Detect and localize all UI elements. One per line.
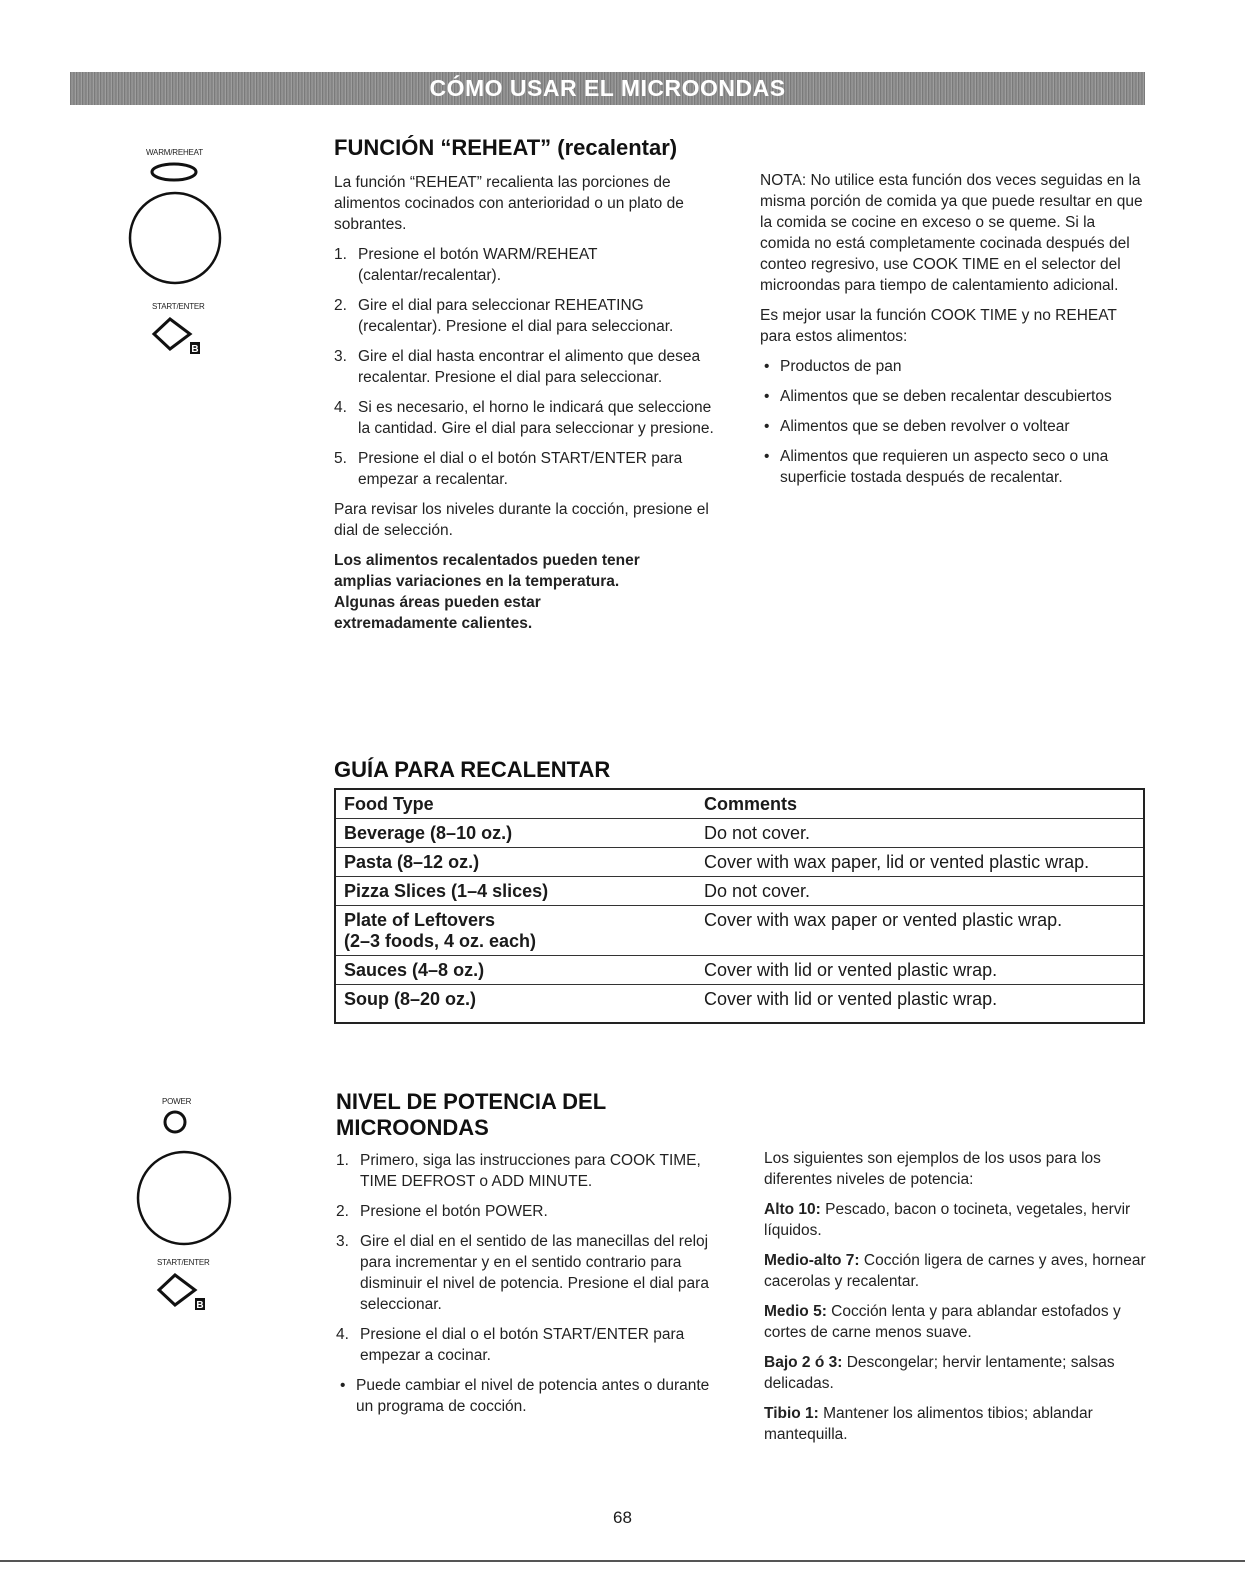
bullet-item: • Alimentos que requieren un aspecto seco o una superficie tostada después de recalentar. (760, 446, 1145, 488)
bottom-divider (0, 1560, 1245, 1562)
page-number: 68 (613, 1508, 632, 1527)
reheat-guide-table (334, 788, 1145, 1024)
bullet-item: • Alimentos que se deben revolver o voltear (760, 416, 1145, 437)
power-level-item: Bajo 2 ó 3: Descongelar; hervir lentamente; salsas delicadas. (764, 1354, 1115, 1392)
bullet-item: • Alimentos que se deben recalentar descubiertos (760, 386, 1145, 407)
reheat-intro: La función “REHEAT” recalienta las porciones de alimentos cocinados con anterioridad o un plato de sobrantes. (334, 174, 684, 233)
power-left-column (336, 1150, 721, 1426)
step-item: 2. Gire el dial para seleccionar REHEATING (recalentar). Presione el dial para seleccionar. (334, 297, 674, 335)
start-enter-button-icon (150, 316, 210, 360)
start-enter-label: START/ENTER (157, 1258, 210, 1267)
bullet-item: • Puede cambiar el nivel de potencia antes o durante un programa de cocción. (336, 1375, 721, 1417)
food-cell: Soup (8–20 oz.) (344, 989, 477, 1009)
reheat-warning: Los alimentos recalentados pueden tener amplias variaciones en la temperatura. Algunas áreas pueden estar extremadamente calientes. (334, 552, 640, 632)
section-banner (70, 72, 1145, 105)
reheat-note: NOTA: No utilice esta función dos veces seguidas en la misma porción de comida ya que puede resultar en que la comida se cocine en exceso o se queme. Si la comida no está completamente cocinada después del conteo regresivo, use COOK TIME en el selector del microondas para tiempo de calentamiento adicional. (760, 172, 1143, 294)
table-row (335, 877, 1144, 906)
dial-icon (136, 1150, 236, 1250)
power-steps (336, 1150, 721, 1366)
reheat-right-column (760, 170, 1145, 497)
power-level-item: Medio 5: Cocción lenta y para ablandar estofados y cortes de carne menos suave. (764, 1303, 1121, 1341)
food-cell: Plate of Leftovers (2–3 foods, 4 oz. each) (335, 906, 696, 956)
table-row (335, 848, 1144, 877)
svg-text:B: B (196, 1300, 204, 1311)
table-row (335, 906, 1144, 956)
table-row (335, 956, 1144, 985)
power-label: POWER (162, 1097, 192, 1106)
food-cell: Pasta (8–12 oz.) (335, 848, 696, 877)
warm-reheat-label: WARM/REHEAT (146, 148, 203, 157)
reheat-left-column (334, 172, 714, 643)
power-title: NIVEL DE POTENCIA DEL MICROONDAS (336, 1089, 607, 1140)
power-bullets (336, 1375, 721, 1417)
power-examples-intro: Los siguientes son ejemplos de los usos para los diferentes niveles de potencia: (764, 1150, 1101, 1188)
comment-cell: Cover with wax paper or vented plastic wrap. (696, 906, 1144, 956)
banner-title: CÓMO USAR EL MICROONDAS (429, 75, 786, 101)
reheat-title: FUNCIÓN “REHEAT” (recalentar) (334, 135, 678, 160)
comment-cell: Do not cover. (696, 819, 1144, 848)
guide-title: GUÍA PARA RECALENTAR (334, 757, 611, 782)
step-item: 1. Presione el botón WARM/REHEAT (calentar/recalentar). (334, 246, 598, 284)
power-level-item: Tibio 1: Mantener los alimentos tibios; ablandar mantequilla. (764, 1405, 1093, 1443)
step-item: 4. Si es necesario, el horno le indicará que seleccione la cantidad. Gire el dial para seleccionar y presione. (334, 399, 714, 437)
reheat-better: Es mejor usar la función COOK TIME y no REHEAT para estos alimentos: (760, 307, 1117, 345)
start-enter-label: START/ENTER (152, 302, 205, 311)
food-cell: Sauces (4–8 oz.) (335, 956, 696, 985)
step-item: 2. Presione el botón POWER. (336, 1203, 548, 1220)
food-cell: Pizza Slices (1–4 slices) (335, 877, 696, 906)
warm-reheat-button-icon (149, 160, 199, 184)
reheat-bullets (760, 356, 1145, 488)
step-item: 5. Presione el dial o el botón START/ENTER para empezar a recalentar. (334, 450, 683, 488)
reheat-check-text: Para revisar los niveles durante la cocción, presione el dial de selección. (334, 501, 709, 539)
power-right-column (764, 1148, 1149, 1454)
start-enter-button-icon (155, 1272, 215, 1316)
reheat-steps (334, 244, 714, 490)
power-level-item: Alto 10: Pescado, bacon o tocineta, vegetales, hervir líquidos. (764, 1201, 1131, 1239)
comment-cell: Cover with lid or vented plastic wrap. (696, 956, 1144, 985)
step-item: 1. Primero, siga las instrucciones para COOK TIME, TIME DEFROST o ADD MINUTE. (336, 1152, 701, 1190)
power-button-icon (161, 1108, 191, 1138)
header-comments: Comments (696, 789, 1144, 819)
step-item: 3. Gire el dial en el sentido de las manecillas del reloj para incrementar y en el sentido contrario para disminuir el nivel de potencia. Presione el dial para seleccionar. (336, 1233, 709, 1313)
comment-cell: Cover with wax paper, lid or vented plastic wrap. (696, 848, 1144, 877)
step-item: 3. Gire el dial hasta encontrar el alimento que desea recalentar. Presione el dial para seleccionar. (334, 348, 701, 386)
step-item: 4. Presione el dial o el botón START/ENTER para empezar a cocinar. (336, 1326, 685, 1364)
table-row (335, 819, 1144, 848)
table-header-row (335, 789, 1144, 819)
header-food-type: Food Type (335, 789, 696, 819)
comment-cell: Cover with lid or vented plastic wrap. (704, 989, 998, 1009)
table-row (335, 985, 1144, 1024)
bullet-item: • Productos de pan (760, 356, 1145, 377)
comment-cell: Do not cover. (696, 877, 1144, 906)
dial-icon (127, 190, 227, 290)
power-level-item: Medio-alto 7: Cocción ligera de carnes y aves, hornear cacerolas y recalentar. (764, 1252, 1146, 1290)
svg-text:B: B (191, 344, 199, 355)
food-cell: Beverage (8–10 oz.) (335, 819, 696, 848)
